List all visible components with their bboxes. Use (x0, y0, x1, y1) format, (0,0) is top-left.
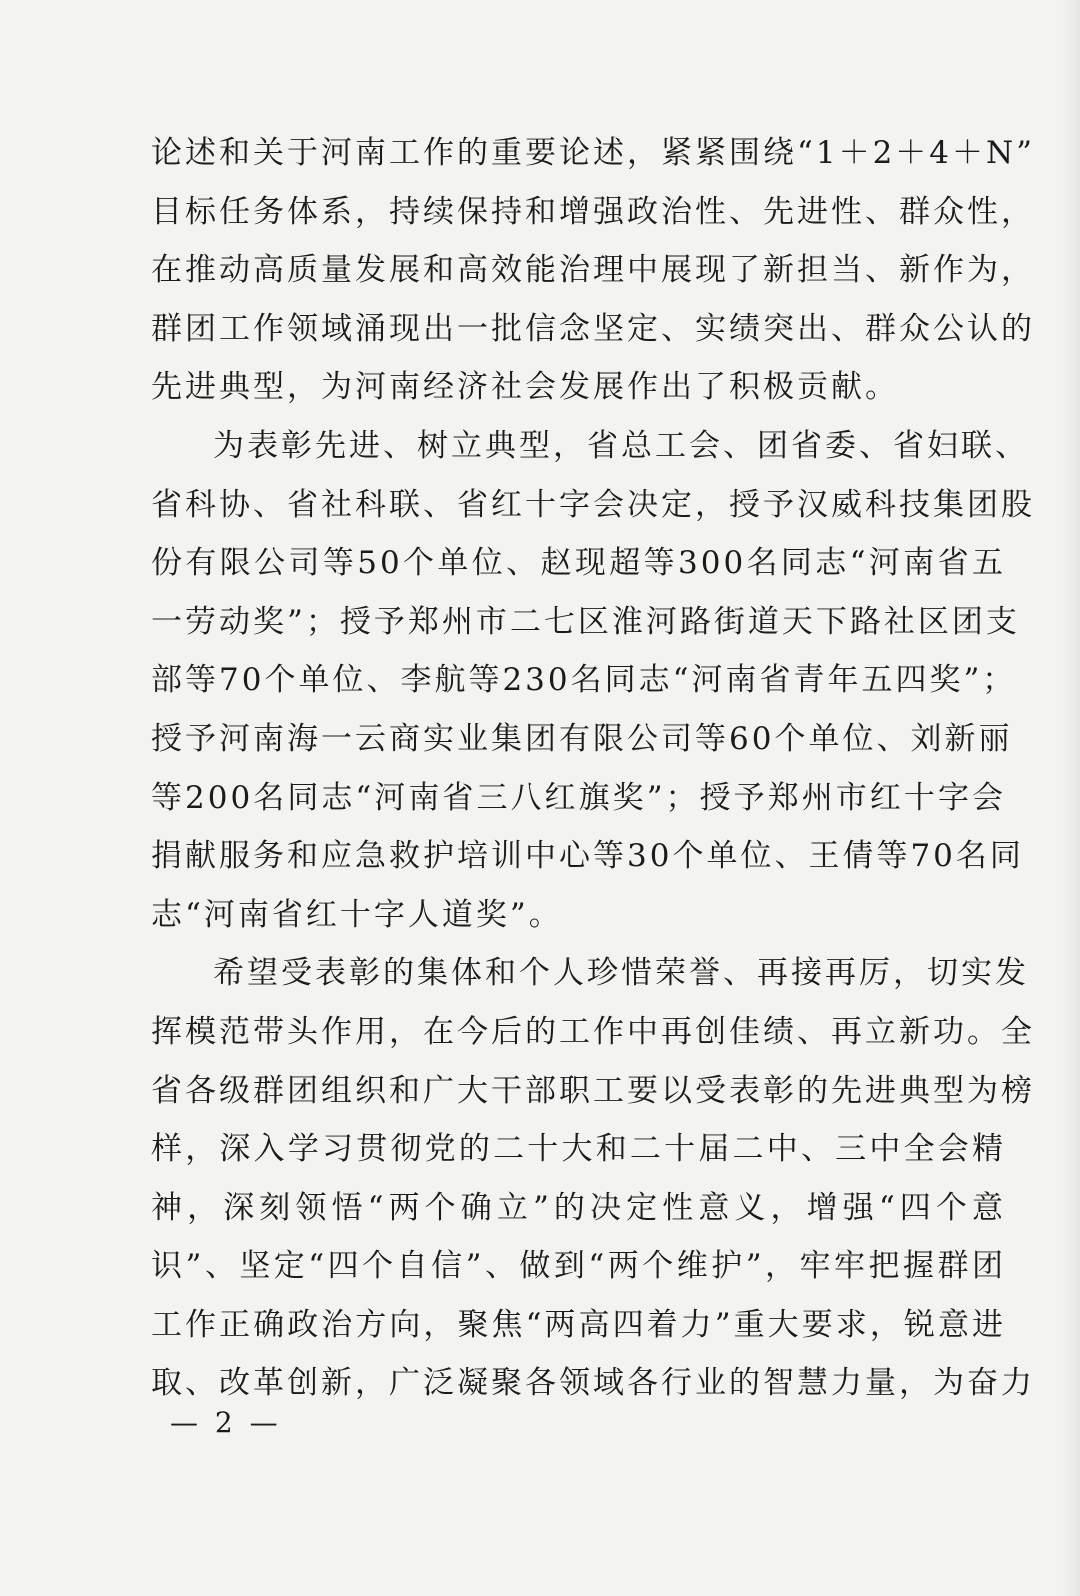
text-line: 目标任务体系，持续保持和增强政治性、先进性、群众性， (151, 193, 1035, 230)
text-line: 志“河南省红十字人道奖”。 (151, 896, 563, 933)
text-line: 取、改革创新，广泛凝聚各领域各行业的智慧力量，为奋力 (151, 1365, 1035, 1402)
text-line: 神，深刻领悟“两个确立”的决定性意义，增强“四个意 (151, 1189, 1006, 1226)
text-line: 捐献服务和应急救护培训中心等30个单位、王倩等70名同 (151, 838, 1024, 875)
text-line: 授予河南海一云商实业集团有限公司等60个单位、刘新丽 (151, 720, 1013, 757)
text-line: 挥模范带头作用，在今后的工作中再创佳绩、再立新功。全 (151, 1013, 1035, 1050)
text-line: 群团工作领域涌现出一批信念坚定、实绩突出、群众公认的 (151, 310, 1035, 347)
page-edge-shadow (1062, 0, 1080, 1596)
body-text (151, 124, 1035, 1413)
text-line: 工作正确政治方向，聚焦“两高四着力”重大要求，锐意进 (151, 1306, 1006, 1343)
text-line: 识”、坚定“四个自信”、做到“两个维护”，牢牢把握群团 (151, 1248, 1006, 1285)
text-line: 希望受表彰的集体和个人珍惜荣誉、再接再厉，切实发 (213, 955, 1029, 992)
text-line: 部等70个单位、李航等230名同志“河南省青年五四奖”； (151, 662, 1017, 699)
text-line: 为表彰先进、树立典型，省总工会、团省委、省妇联、 (213, 427, 1029, 464)
text-line: 先进典型，为河南经济社会发展作出了积极贡献。 (151, 369, 899, 406)
text-line: 样，深入学习贯彻党的二十大和二十届二中、三中全会精 (151, 1131, 1006, 1168)
text-line: 论述和关于河南工作的重要论述，紧紧围绕“1＋2＋4＋N” (151, 135, 1035, 171)
text-line: 份有限公司等50个单位、赵现超等300名同志“河南省五 (151, 545, 1006, 582)
text-line: 等200名同志“河南省三八红旗奖”；授予郑州市红十字会 (151, 779, 1006, 816)
text-line: 一劳动奖”；授予郑州市二七区淮河路街道天下路社区团支 (151, 603, 1020, 640)
page-number: — 2 — (170, 1406, 282, 1439)
text-line: 在推动高质量发展和高效能治理中展现了新担当、新作为， (151, 252, 1035, 289)
text-line: 省各级群团组织和广大干部职工要以受表彰的先进典型为榜 (151, 1072, 1035, 1109)
text-line: 省科协、省社科联、省红十字会决定，授予汉威科技集团股 (151, 486, 1035, 523)
